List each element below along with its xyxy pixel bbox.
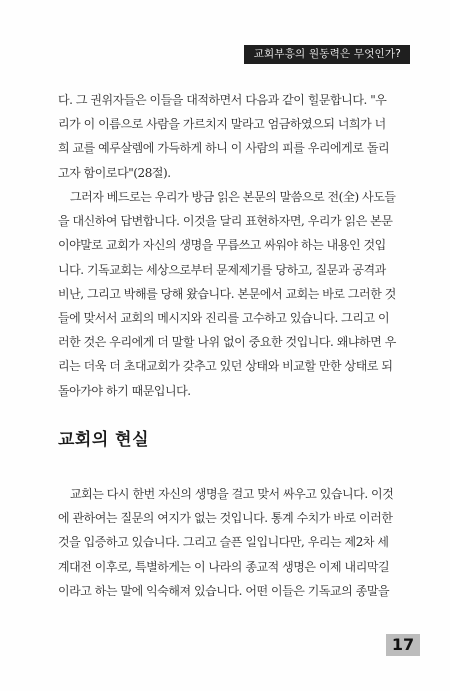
text-line: 계대전 이후로, 특별하게는 이 나라의 종교적 생명은 이제 내리막길	[58, 559, 390, 574]
paragraph-church-reality	[58, 482, 394, 603]
text-line: 교회는 다시 한번 자신의 생명을 걸고 맞서 싸우고 있습니다. 이것	[70, 487, 394, 501]
text-line: 다. 그 권위자들은 이들을 대적하면서 다음과 같이 힐문합니다. "우	[58, 93, 387, 107]
text-line: 이라고 하는 말에 익숙해져 있습니다. 어떤 이들은 기독교의 종말을	[58, 583, 390, 598]
paragraph-peter-answer	[58, 185, 396, 403]
text-line: 것을 입증하고 있습니다. 그리고 슬픈 일입니다만, 우리는 제2차 세	[58, 535, 389, 550]
text-line: 이야말로 교회가 자신의 생명을 무릅쓰고 싸워야 하는 내용인 것입	[58, 238, 386, 253]
text-line: 그러자 베드로는 우리가 방금 읽은 본문의 말씀으로 전(全) 사도들	[70, 190, 396, 204]
text-line: 리는 더욱 더 초대교회가 갖추고 있던 상태와 비교할 만한 상태로 되	[58, 359, 393, 374]
text-line: 에 관하여는 질문의 여지가 없는 것입니다. 통계 수치가 바로 이러한	[58, 511, 393, 526]
running-header: 교회부흥의 원동력은 무엇인가?	[244, 45, 410, 64]
text-line: 러한 것은 우리에게 더 말할 나위 없이 중요한 것입니다. 왜냐하면 우	[58, 335, 396, 350]
section-heading: 교회의 현실	[58, 430, 150, 450]
text-line: 돌아가야 하기 때문입니다.	[58, 383, 191, 398]
text-line: 들에 맞서서 교회의 메시지와 진리를 고수하고 있습니다. 그리고 이	[58, 310, 390, 325]
text-line: 비난, 그리고 박해를 당해 왔습니다. 본문에서 교회는 바로 그러한 것	[58, 286, 396, 301]
text-line: 니다. 기독교회는 세상으로부터 문제제기를 당하고, 질문과 공격과	[58, 262, 386, 277]
page-number: 17	[386, 634, 420, 656]
text-line: 고자 함이로다"(28절).	[58, 165, 171, 180]
text-line: 을 대신하여 답변합니다. 이것을 달리 표현하자면, 우리가 읽은 본문	[58, 214, 393, 229]
paragraph-continued	[58, 88, 391, 185]
text-line: 리가 이 이름으로 사람을 가르치지 말라고 엄금하였으되 너희가 너	[58, 117, 386, 132]
text-line: 희 교를 예루살렘에 가득하게 하니 이 사람의 피를 우리에게로 돌리	[58, 141, 390, 156]
